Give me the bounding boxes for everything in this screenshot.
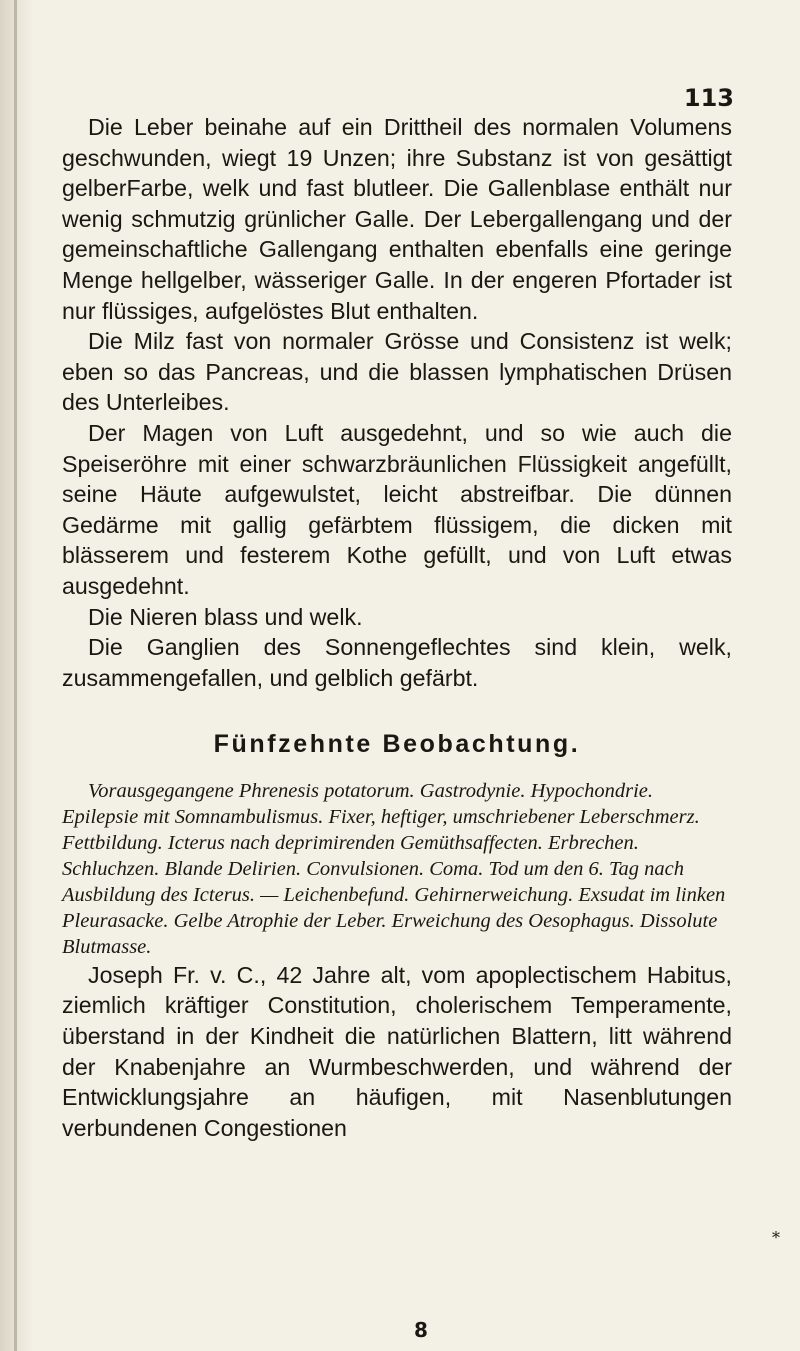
case-body (62, 960, 732, 1144)
paragraph-liver: Die Leber beinahe auf ein Drittheil des normalen Volumens geschwunden, wiegt 19 Unzen; ihre Substanz ist von gesättigt gelberFarbe, welk und fast blutleer. Die Gallenblase enthält nur wenig schmutzig grünlicher Galle. Der Lebergallengang und der gemeinschaftliche Gallengang enthalten ebenfalls eine geringe Menge hellgelber, wässeriger Galle. In der engeren Pfortader ist nur flüssiges, aufgelöstes Blut enthalten. (62, 114, 732, 324)
paragraph-kidneys: Die Nieren blass und welk. (88, 603, 363, 630)
page-number: 113 (683, 84, 734, 112)
page-gutter-line (14, 0, 17, 1351)
body-text (62, 112, 732, 1143)
case-summary: Vorausgegangene Phrenesis potatorum. Gastrodynie. Hypochondrie. Epilepsie mit Somnambulismus. Fixer, heftiger, umschriebener Leberschmerz. Fettbildung. Icterus nach deprimirenden Gemüthsaffecten. Erbrechen. Schluchzen. Blande Delirien. Convulsionen. Coma. Tod um den 6. Tag nach Ausbildung des Icterus. — Leichenbefund. Gehirnerweichung. Exsudat im linken Pleurasacke. Gelbe Atrophie der Leber. Erweichung des Oesophagus. Dissolute Blutmasse. (62, 779, 726, 958)
page-gutter-shadow (0, 0, 34, 1351)
paragraph-ganglia: Die Ganglien des Sonnengeflechtes sind klein, welk, zusammengefallen, und gelblich gefärbt. (62, 634, 732, 691)
paragraph-spleen: Die Milz fast von normaler Grösse und Consistenz ist welk; eben so das Pancreas, und die blassen lymphatischen Drüsen des Unterleibes. (62, 328, 732, 416)
margin-mark-icon: * (772, 1228, 780, 1247)
paragraph-stomach: Der Magen von Luft ausgedehnt, und so wie auch die Speiseröhre mit einer schwarzbräunlichen Flüssigkeit angefüllt, seine Häute aufgewulstet, leicht abstreifbar. Die dünnen Gedärme mit gallig gefärbtem flüssigem, die dicken mit blässerem und festerem Kothe gefüllt, und von Luft etwas ausgedehnt. (62, 419, 732, 599)
signature-mark: 8 (414, 1318, 428, 1342)
case-paragraph: Joseph Fr. v. C., 42 Jahre alt, vom apoplectischem Habitus, ziemlich kräftiger Constitution, cholerischem Temperamente, überstand in der Kindheit die natürlichen Blattern, litt während der Knabenjahre an Wurmbeschwerden, und während der Entwicklungsjahre an häufigen, mit Nasenblutungen verbundenen Congestionen (62, 961, 732, 1141)
section-heading: Fünfzehnte Beobachtung. (213, 730, 581, 759)
